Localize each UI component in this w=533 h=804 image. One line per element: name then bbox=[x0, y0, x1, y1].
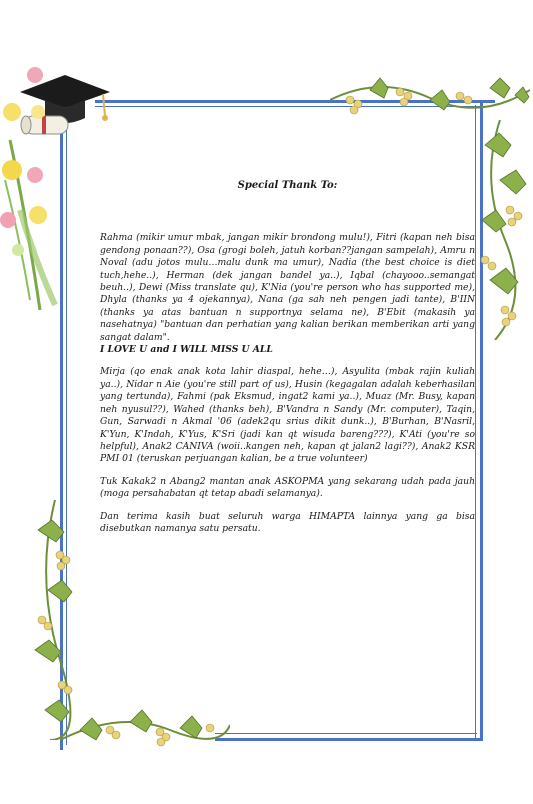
grapevine-bottom-icon bbox=[60, 700, 230, 760]
thanks-content bbox=[100, 180, 475, 545]
thanks-paragraph-1: Rahma (mikir umur mbak, jangan mikir brondong mulu!), Fitri (kapan neh bisa gendong ponaan??), Osa (grogi boleh, jatuh korban??jangan sampelah), Amru n Noval (adu jotos mulu…malu dunk ma umur), Nadia (the best choice is diet tuch,hehe..), Herman (dek jangan bandel ya..), Iqbal (chayooo..semangat beuh..), Dewi (Miss translate qu), K'Nia (you're person who has supported me), Dhyla (thanks ya 4 ojekannya), Nana (ga sah neh pengen jadi tante), B'IIN (thanks ya atas bantuan n supportnya selama ne), B'Ebit (makasih ya nasehatnya) "bantuan dan perhatian yang kalian berikan memberikan arti yang sangat dalam". bbox=[100, 232, 475, 343]
flower-bouquet-icon bbox=[0, 60, 70, 320]
frame-bottom-line bbox=[215, 738, 483, 741]
grapevine-right-icon bbox=[470, 120, 533, 340]
page-title: Special Thank To: bbox=[237, 180, 338, 191]
thanks-paragraph-4: Dan terima kasih buat seluruh warga HIMAPTA lainnya yang ga bisa disebutkan namanya satu persatu. bbox=[100, 510, 475, 534]
love-line: I LOVE U and I WILL MISS U ALL bbox=[100, 344, 273, 356]
thanks-paragraph-2: Mirja (qo enak anak kota lahir diaspal, hehe…), Asyulita (mbak rajin kuliah ya..), Nidar n Aie (you're still part of us), Husin (kegagalan adalah keberhasilan yang tertunda), Fahmi (pak Eksmud, ingat2 kami ya..), Muaz (Mr. Busy, kapan neh nyusul??), Wahed (thanks beh), B'Vandra n Sandy (Mr. computer), Taqin, Gun, Sarwadi n Akmal '06 (adek2qu srius dikit dunk..), B'Burhan, B'Nasril, K'Yun, K'Indah, K'Yus, K'Sri (jadi kan qt wisuda bareng???), K'Ati (you're so helpful), Anak2 CANIVA (woii..kangen neh, kapan qt jalan2 lagi??), Anak2 KSR PMI 01 (teruskan perjuangan kalian, be a true volunteer) bbox=[100, 366, 475, 465]
frame-bottom-line-2 bbox=[215, 733, 477, 734]
thanks-paragraph-3: Tuk Kakak2 n Abang2 mantan anak ASKOPMA yang sekarang udah pada jauh (moga persahabatan qt tetap abadi selamanya). bbox=[100, 475, 475, 500]
